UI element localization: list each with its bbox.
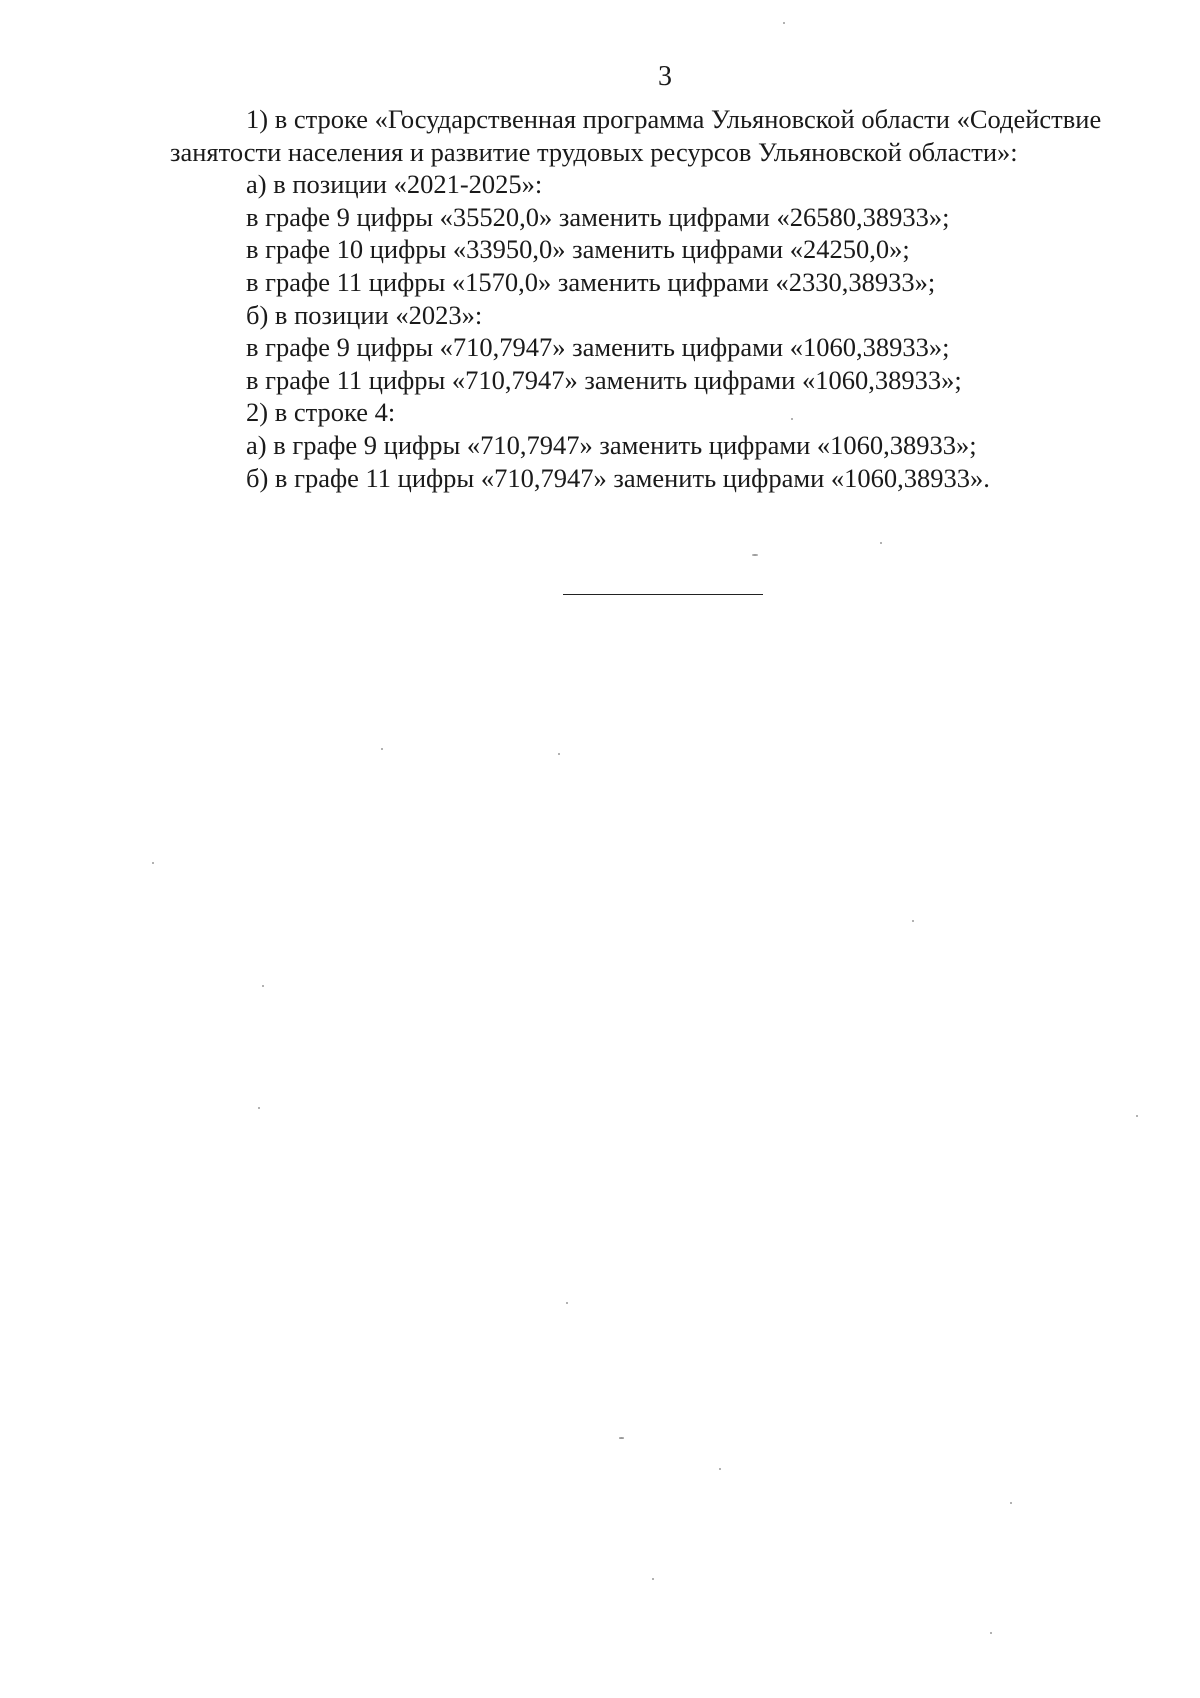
scan-speck: [880, 542, 882, 544]
amendment-text: [170, 103, 1155, 494]
text-line: в графе 10 цифры «33950,0» заменить цифрами «24250,0»;: [246, 234, 910, 265]
scan-speck: [912, 920, 914, 922]
scan-speck: [791, 418, 793, 420]
text-line: б) в графе 11 цифры «710,7947» заменить цифрами «1060,38933».: [246, 462, 990, 493]
text-line: 1) в строке «Государственная программа Ульяновской области «Содействие: [246, 104, 1102, 134]
text-line: в графе 9 цифры «35520,0» заменить цифрами «26580,38933»;: [246, 201, 950, 232]
scan-speck: [619, 1437, 624, 1439]
scan-speck: [558, 753, 560, 755]
text-line: а) в графе 9 цифры «710,7947» заменить цифрами «1060,38933»;: [246, 429, 977, 460]
scan-speck: [1136, 1115, 1138, 1117]
end-of-text-rule: [563, 594, 763, 595]
scan-speck: [752, 554, 758, 556]
scan-speck: [719, 1468, 721, 1470]
scan-speck: [381, 748, 383, 750]
scan-speck: [990, 1632, 992, 1634]
scan-speck: [1010, 1502, 1012, 1504]
scan-speck: [258, 1107, 260, 1109]
scan-speck: [783, 22, 785, 24]
text-line: в графе 11 цифры «1570,0» заменить цифрами «2330,38933»;: [246, 266, 936, 297]
text-line: а) в позиции «2021-2025»:: [246, 169, 543, 200]
text-line: в графе 9 цифры «710,7947» заменить цифрами «1060,38933»;: [246, 332, 950, 363]
text-line: в графе 11 цифры «710,7947» заменить цифрами «1060,38933»;: [246, 364, 962, 395]
scan-speck: [566, 1302, 568, 1304]
page-number: 3: [658, 61, 672, 92]
text-line: занятости населения и развитие трудовых ресурсов Ульяновской области»:: [170, 136, 1018, 167]
scan-speck: [262, 985, 264, 987]
scan-speck: [152, 862, 154, 864]
scan-speck: [652, 1578, 654, 1580]
text-line: б) в позиции «2023»:: [246, 299, 483, 330]
text-line: 2) в строке 4:: [246, 397, 396, 428]
